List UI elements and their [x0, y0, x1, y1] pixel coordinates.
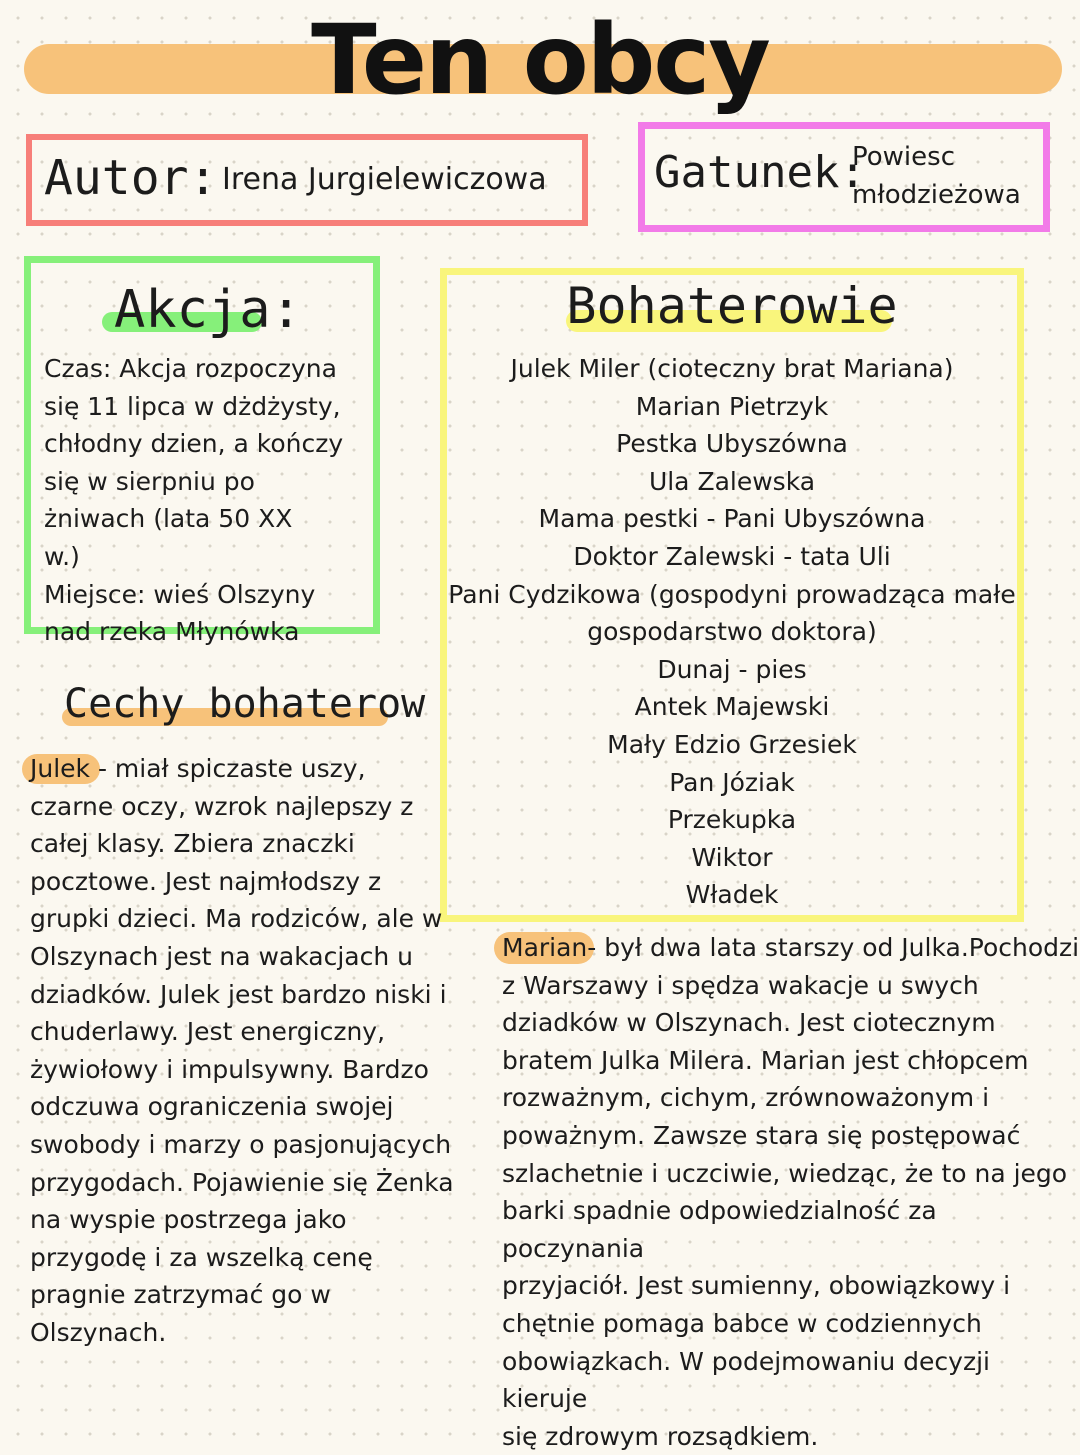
bohaterowie-heading: Bohaterowie: [566, 277, 898, 335]
list-item: Julek Miler (cioteczny brat Mariana): [510, 354, 954, 383]
akcja-heading: Akcja:: [114, 280, 302, 340]
gatunek-value: Powiesc młodzieżowa: [852, 142, 1021, 210]
marian-description: Marian- był dwa lata starszy od Julka.Pochodzi z Warszawy i spędza wakacje u swych dziadków w Olszynach. Jest ciotecznym bratem Julka Milera. Marian jest chłopcem rozważnym, cichym, zrównoważonym i poważnym. Zawsze stara się postępować szlachetnie i uczciwie, wiedząc, że to na jego barki spadnie odpowiedzialność za poczynania przyjaciół. Jest sumienny, obowiązkowy i chętnie pomaga babce w codziennych obowiązkach. W podejmowaniu decyzji kieruje się zdrowym rozsądkiem.: [502, 933, 1080, 1451]
list-item: Doktor Zalewski - tata Uli: [573, 541, 891, 571]
list-item: Ula Zalewska: [648, 466, 816, 496]
page-title: Ten obcy: [311, 4, 769, 116]
akcja-text: Czas: Akcja rozpoczyna się 11 lipca w dżdżysty, chłodny dzien, a kończy się w sierpniu po żniwach (lata 50 XX w.) Miejsce: wieś Olszyny nad rzeka Młynówka: [44, 354, 344, 647]
list-item: gospodarstwo doktora): [587, 617, 877, 647]
list-item: Antek Majewski: [634, 692, 830, 722]
list-item: Dunaj - pies: [657, 654, 807, 684]
list-item: Pan Józiak: [669, 767, 795, 797]
list-item: Pani Cydzikowa (gospodyni prowadząca małe: [448, 579, 1016, 609]
list-item: Pestka Ubyszówna: [616, 429, 848, 459]
cechy-heading: Cechy bohaterow: [64, 681, 426, 727]
julek-description: Julek - miał spiczaste uszy, czarne oczy, wzrok najlepszy z całej klasy. Zbiera znaczki pocztowe. Jest najmłodszy z grupki dzieci. Ma rodziców, ale w Olszynach jest na wakacjach u dziadków. Julek jest bardzo niski i chuderlawy. Jest energiczny, żywiołowy i impulsywny. Bardzo odczuwa ograniczenia swojej swobody i marzy o pasjonujących przygodach. Pojawienie się Żenka na wyspie postrzega jako przygodę i za wszelką cenę pragnie zatrzymać go w Olszynach.: [30, 754, 454, 1347]
gatunek-label: Gatunek:: [654, 147, 866, 198]
list-item: Władek: [685, 880, 779, 910]
bohaterowie-list: [444, 350, 1020, 914]
list-item: Mały Edzio Grzesiek: [607, 729, 857, 759]
list-item: Mama pestki - Pani Ubyszówna: [538, 504, 926, 534]
autor-label: Autor:: [44, 150, 218, 206]
list-item: Marian Pietrzyk: [635, 391, 829, 421]
list-item: Wiktor: [691, 842, 773, 872]
autor-value: Irena Jurgielewiczowa: [222, 162, 547, 197]
list-item: Przekupka: [667, 805, 797, 835]
